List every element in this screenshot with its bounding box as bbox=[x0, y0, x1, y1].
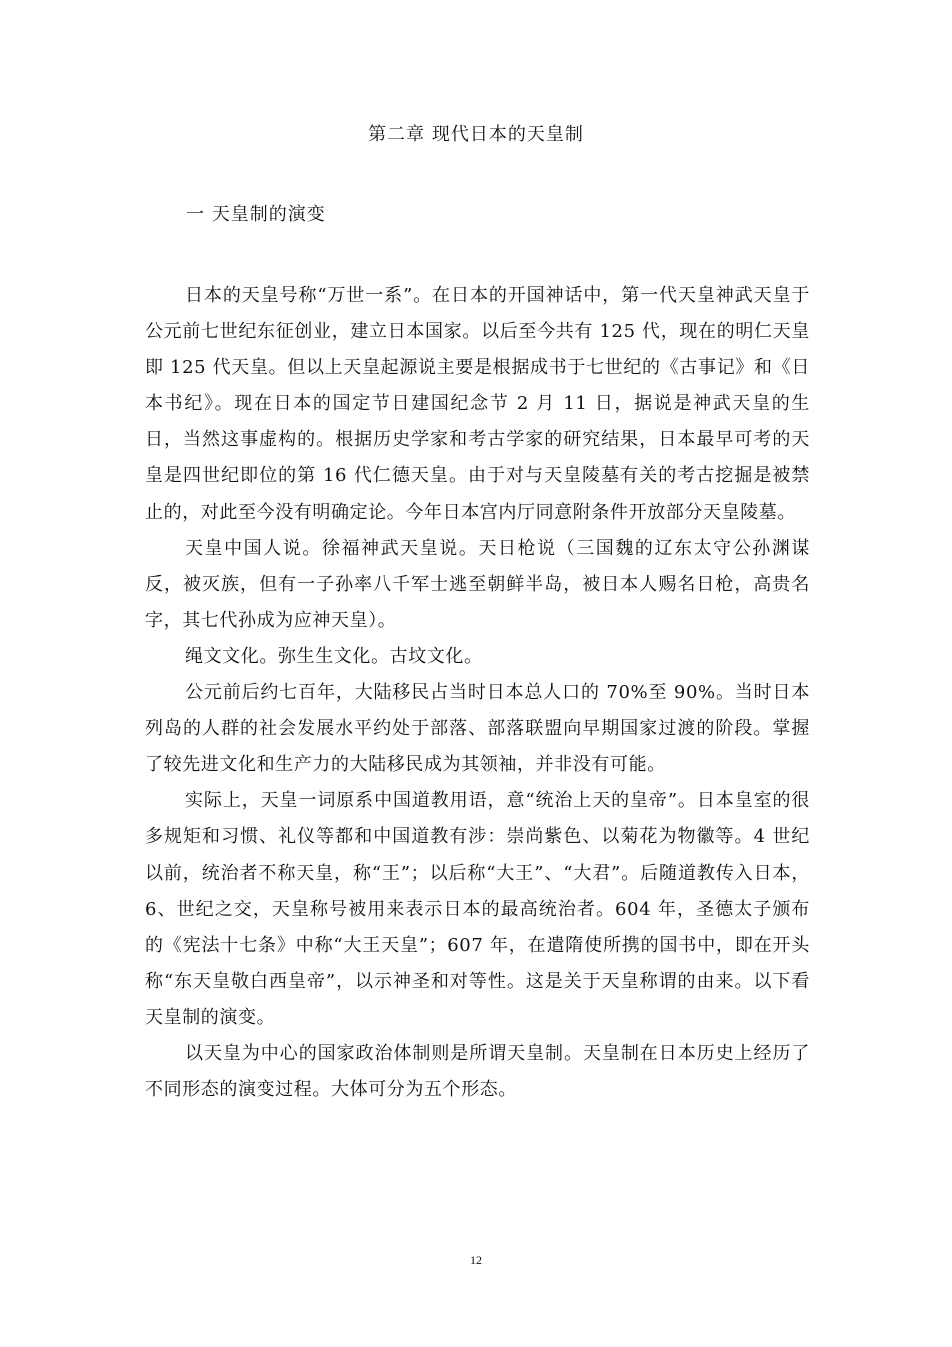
body-text bbox=[145, 278, 810, 1108]
paragraph: 天皇中国人说。徐福神武天皇说。天日枪说（三国魏的辽东太守公孙渊谋反，被灭族，但有一子孙率八千军士逃至朝鲜半岛，被日本人赐名日枪，高贵名字，其七代孙成为应神天皇）。 bbox=[145, 537, 810, 631]
paragraph: 公元前后约七百年，大陆移民占当时日本总人口的 70%至 90%。当时日本列岛的人群的社会发展水平约处于部落、部落联盟向早期国家过渡的阶段。掌握了较先进文化和生产力的大陆移民成为其领袖，并非没有可能。 bbox=[145, 682, 810, 776]
paragraph: 日本的天皇号称“万世一系”。在日本的开国神话中，第一代天皇神武天皇于公元前七世纪东征创业，建立日本国家。以后至今共有 125 代，现在的明仁天皇即 125 代天皇。但以上天皇起源说主要是根据成书于七世纪的《古事记》和《日本书纪》。现在日本的国定节日建国纪念节 2 月 11 日，据说是神武天皇的生日，当然这事虚构的。根据历史学家和考古学家的研究结果，日本最早可考的天皇是四世纪即位的第 16 代仁德天皇。由于对与天皇陵墓有关的考古挖掘是被禁止的，对此至今没有明确定论。今年日本宫内厅同意附条件开放部分天皇陵墓。 bbox=[145, 285, 810, 523]
page-number: 12 bbox=[470, 1253, 482, 1267]
paragraph: 以天皇为中心的国家政治体制则是所谓天皇制。天皇制在日本历史上经历了不同形态的演变过程。大体可分为五个形态。 bbox=[145, 1042, 810, 1101]
section-heading: 一 天皇制的演变 bbox=[186, 204, 326, 225]
chapter-title: 第二章 现代日本的天皇制 bbox=[368, 124, 584, 145]
paragraph: 实际上，天皇一词原系中国道教用语，意“统治上天的皇帝”。日本皇室的很多规矩和习惯、礼仪等都和中国道教有涉：崇尚紫色、以菊花为物徽等。4 世纪以前，统治者不称天皇，称“王”；以后称“大王”、“大君”。后随道教传入日本，6、世纪之交，天皇称号被用来表示日本的最高统治者。604 年，圣德太子颁布的《宪法十七条》中称“大王天皇”；607 年，在遣隋使所携的国书中，即在开头称“东天皇敬白西皇帝”，以示神圣和对等性。这是关于天皇称谓的由来。以下看天皇制的演变。 bbox=[145, 790, 810, 1028]
paragraph: 绳文文化。弥生生文化。古坟文化。 bbox=[185, 645, 483, 667]
